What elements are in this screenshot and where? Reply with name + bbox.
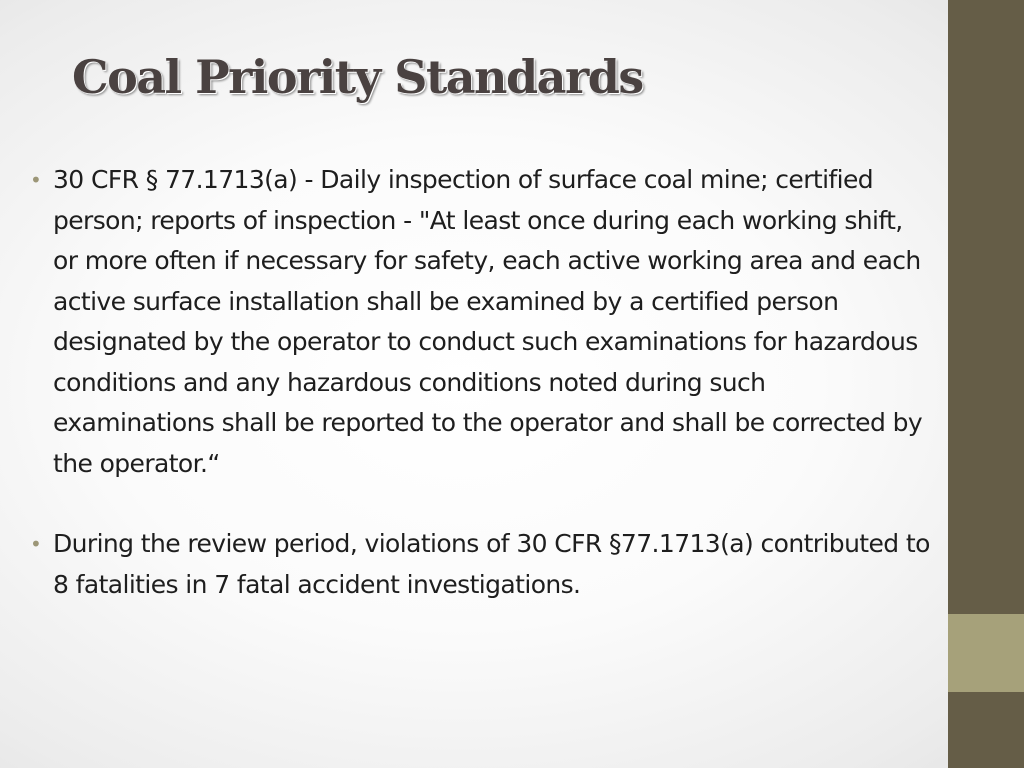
bullet-text: During the review period, violations of 30 CFR §77.1713(a) contributed to 8 fatalities in 7 fatal accident investigations. xyxy=(53,529,930,599)
bullet-icon: • xyxy=(30,168,42,192)
bullet-text: 30 CFR § 77.1713(a) - Daily inspection of surface coal mine; certified person; reports of inspection - "At least once during each working shift, or more often if necessary for safety, each active working area and each active surface installation shall be examined by a certified person designated by the operator to conduct such examinations for hazardous conditions and any hazardous conditions noted during such examinations shall be reported to the operator and shall be corrected by the operator.“ xyxy=(53,165,923,478)
side-accent-block xyxy=(948,614,1024,692)
bullet-item xyxy=(30,160,930,484)
bullet-item xyxy=(30,524,930,605)
slide-title: Coal Priority Standards xyxy=(72,50,643,104)
bullet-list xyxy=(30,160,930,645)
bullet-icon: • xyxy=(30,532,42,556)
